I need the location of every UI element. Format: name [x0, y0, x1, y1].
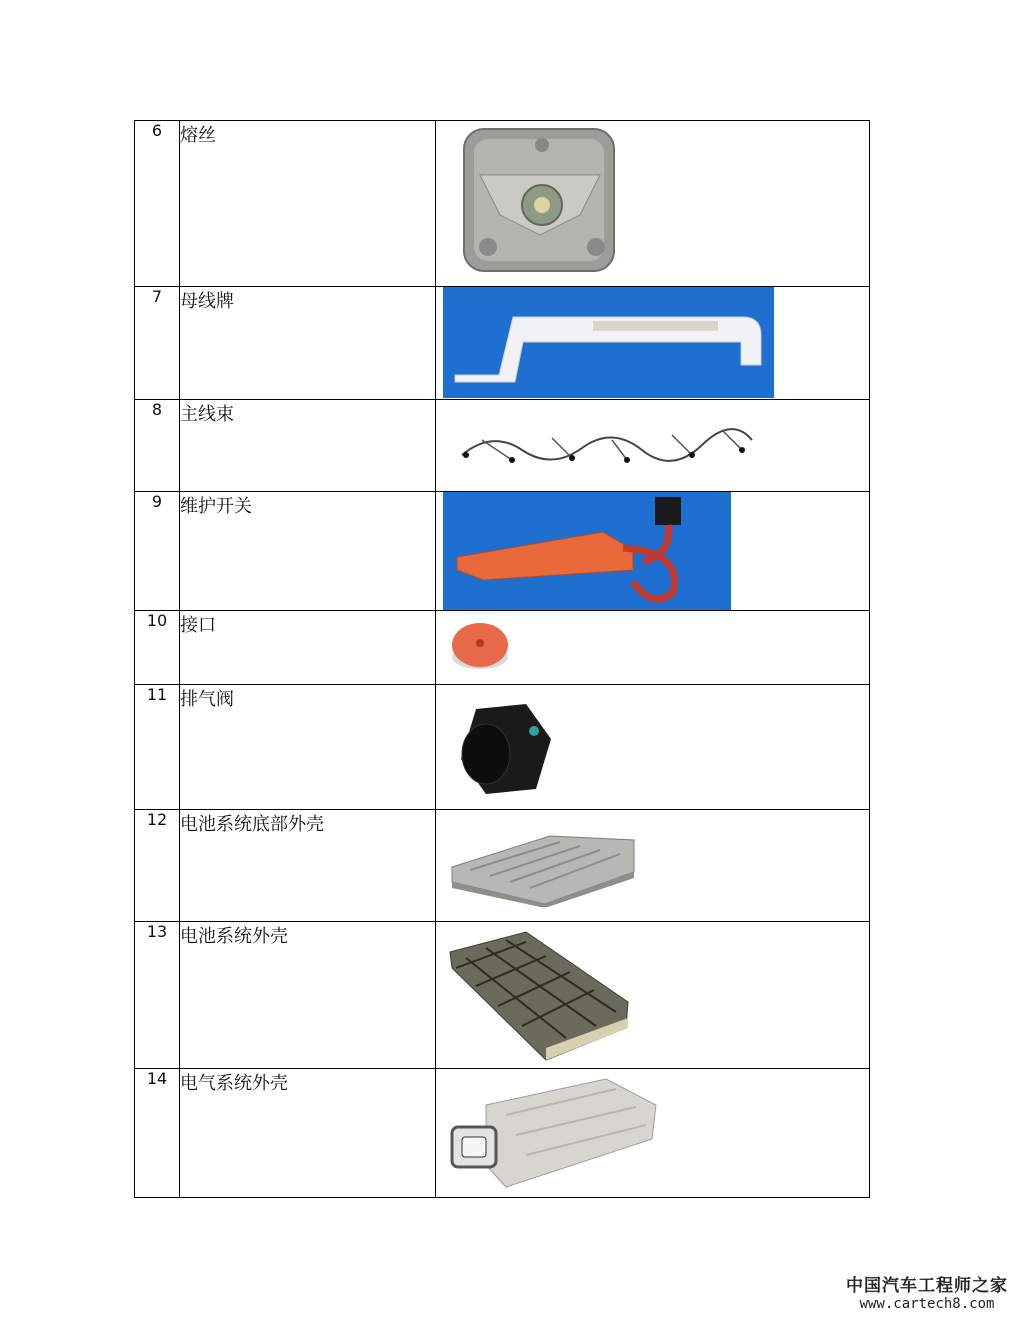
- table-row: [135, 1069, 870, 1198]
- electrical-housing-image: [436, 1069, 870, 1198]
- row-number: 8: [135, 400, 180, 492]
- table-row: [135, 121, 870, 287]
- battery-housing-image: [436, 922, 870, 1069]
- row-number: 9: [135, 492, 180, 611]
- fuse-image: [436, 121, 870, 287]
- row-number: 10: [135, 611, 180, 685]
- row-number: 7: [135, 287, 180, 400]
- table-row: [135, 611, 870, 685]
- row-number: 13: [135, 922, 180, 1069]
- row-number: 6: [135, 121, 180, 287]
- row-number: 14: [135, 1069, 180, 1198]
- watermark-title: 中国汽车工程师之家: [846, 1276, 1008, 1296]
- part-name: 电池系统底部外壳: [180, 810, 436, 922]
- part-name: 接口: [180, 611, 436, 685]
- watermark-url: www.cartech8.com: [859, 1296, 995, 1312]
- table-row: [135, 810, 870, 922]
- part-name: 主线束: [180, 400, 436, 492]
- table-row: [135, 922, 870, 1069]
- bottom-housing-image: [436, 810, 870, 922]
- part-name: 电气系统外壳: [180, 1069, 436, 1198]
- row-number: 11: [135, 685, 180, 810]
- part-name: 母线牌: [180, 287, 436, 400]
- part-name: 维护开关: [180, 492, 436, 611]
- wire-harness-image: [436, 400, 870, 492]
- table-row: [135, 492, 870, 611]
- connector-image: [436, 611, 870, 685]
- table-row: [135, 685, 870, 810]
- watermark: [846, 1271, 1008, 1312]
- part-name: 电池系统外壳: [180, 922, 436, 1069]
- part-name: 熔丝: [180, 121, 436, 287]
- part-name: 排气阀: [180, 685, 436, 810]
- vent-valve-image: [436, 685, 870, 810]
- parts-table: [134, 120, 870, 1198]
- busbar-image: [436, 287, 870, 400]
- table-row: [135, 287, 870, 400]
- table-row: [135, 400, 870, 492]
- row-number: 12: [135, 810, 180, 922]
- service-switch-image: [436, 492, 870, 611]
